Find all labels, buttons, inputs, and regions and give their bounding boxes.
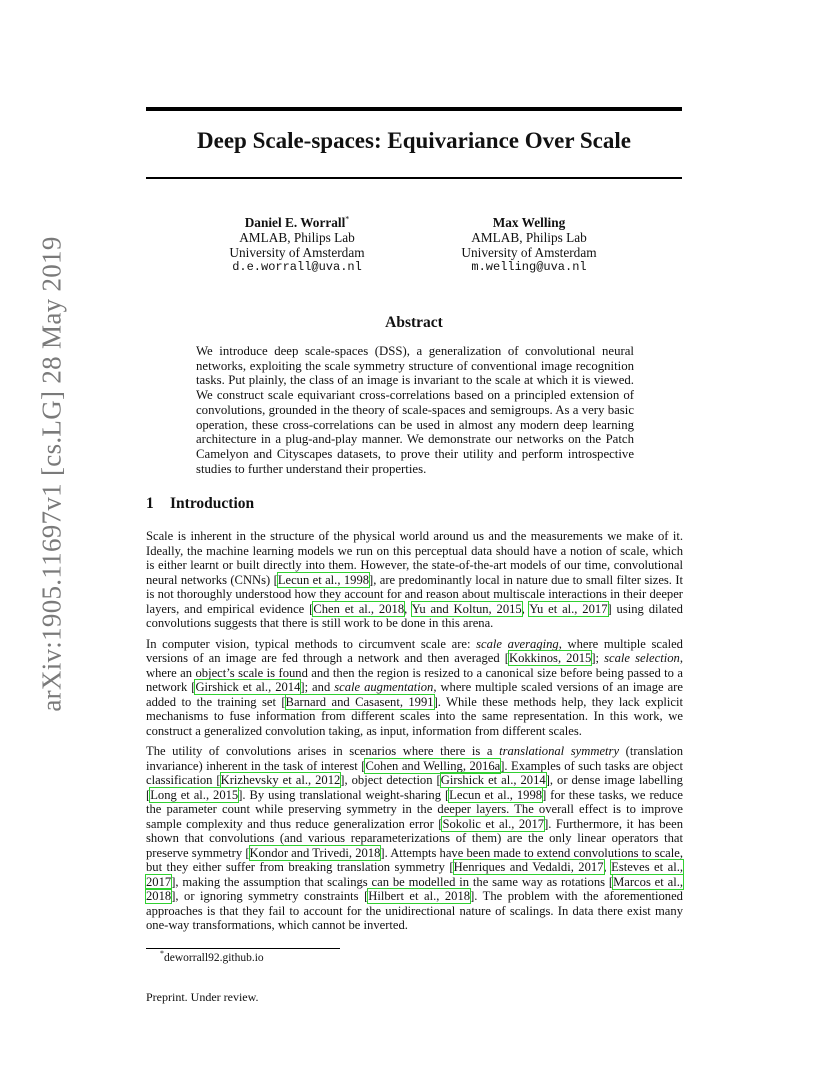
citation-link[interactable]: Lecun et al., 1998 (277, 572, 370, 587)
author-block (429, 215, 629, 275)
author-name: Daniel E. Worrall* (244, 214, 350, 230)
section-number: 1 (146, 495, 154, 512)
footnote-text[interactable]: deworrall92.github.io (164, 952, 264, 964)
abstract-heading: Abstract (385, 314, 443, 331)
citation-link[interactable]: Barnard and Casasent, 1991 (285, 694, 434, 709)
author-name: Max Welling (492, 215, 566, 230)
citation-link[interactable]: Girshick et al., 2014 (195, 680, 301, 694)
paragraph: Scale is inherent in the structure of the physical world around us and the measurements we make of it. Ideally, the machine learning models we run on this perceptual data should have a notion of scale, which is either learnt or built directly into them. However, the state-of-the-art models of our time, convolutional neural networks (CNNs) [Lecun et al., 1998], are predominantly local in nature due to small filter sizes. It is not thoroughly understood how they account for and reason about multiscale interactions in their deeper layers, and empirical evidence [Chen et al., 2018, Yu and Koltun, 2015, Yu et al., 2017] using dilated convolutions suggests that there is still work to be done in this arena. (146, 529, 684, 630)
footnote-marker: * (345, 214, 350, 224)
citation-link[interactable]: Hilbert et al., 2018 (368, 889, 471, 903)
body-text (146, 529, 683, 939)
citation-link[interactable]: Yu et al., 2017 (529, 601, 608, 616)
footnote-marker: * (160, 949, 164, 959)
citation-link[interactable]: Yu and Koltun, 2015 (411, 601, 522, 616)
citation-link[interactable]: Sokolic et al., 2017 (442, 816, 545, 831)
author-university: University of Amsterdam (229, 245, 365, 260)
footnote-rule (146, 948, 340, 949)
citation-link[interactable]: Esteves et al., 2017 (146, 860, 684, 889)
section-heading (146, 495, 254, 513)
paragraph: In computer vision, typical methods to circumvent scale are: scale averaging, where multiple scaled versions of an image are fed through a network and then averaged [Kokkinos, 2015]; scale selection, where an object’s scale is found and then the region is resized to a canonical size before being passed to a network [Girshick et al., 2014]; and scale augmentation, where multiple scaled versions of an image are added to the training set [Barnard and Casasent, 1991]. While these methods help, they lack explicit mechanisms to fuse information from different scales into the same representation. In this work, we construct a generalized convolution taking, as input, information from different scales. (146, 636, 683, 738)
citation-link[interactable]: Chen et al., 2018 (313, 601, 405, 616)
citation-link[interactable]: Marcos et al., 2018 (146, 874, 683, 903)
emphasis: scale selection (604, 651, 680, 665)
preprint-notice: Preprint. Under review. (146, 990, 259, 1004)
citation-link[interactable]: Henriques and Vedaldi, 2017 (453, 860, 604, 874)
title-bottom-rule (146, 177, 682, 179)
citation-link[interactable]: Krizhevsky et al., 2012 (220, 773, 341, 787)
author-block (197, 215, 397, 275)
emphasis: scale augmentation (334, 680, 434, 694)
author-affiliation: AMLAB, Philips Lab (239, 230, 355, 245)
citation-link[interactable]: Cohen and Welling, 2016a (365, 758, 501, 773)
author-email[interactable]: d.e.worrall@uva.nl (232, 260, 362, 274)
footnote (160, 949, 264, 964)
emphasis: scale averaging (476, 636, 559, 651)
paragraph: The utility of convolutions arises in scenarios where there is a translational symmetry (translation invariance) inherent in the task of interest [Cohen and Welling, 2016a]. Examples of such tasks are object classification [Krizhevsky et al., 2012], object detection [Girshick et al., 2014], or dense image labelling [Long et al., 2015]. By using translational weight-sharing [Lecun et al., 1998] for these tasks, we reduce the parameter count while preserving symmetry in the deeper layers. The overall effect is to improve sample complexity and thus reduce generalization error [Sokolic et al., 2017]. Furthermore, it has been shown that convolutions (and various reparameterizations of them) are the only linear operators that preserve symmetry [Kondor and Trivedi, 2018]. Attempts have been made to extend convolutions to scale, but they either suffer from breaking translation symmetry [Henriques and Vedaldi, 2017, Esteves et al., 2017], making the assumption that scalings can be modelled in the same way as rotations [Marcos et al., 2018], or ignoring symmetry constraints [Hilbert et al., 2018]. The problem with the aforementioned approaches is that they fail to account for the unidirectional nature of scalings. In data there exist many one-way transformations, which cannot be inverted. (146, 744, 684, 932)
author-university: University of Amsterdam (461, 245, 597, 260)
citation-link[interactable]: Girshick et al., 2014 (440, 773, 546, 787)
section-title: Introduction (170, 495, 255, 512)
emphasis: translational symmetry (499, 744, 620, 758)
citation-link[interactable]: Kokkinos, 2015 (508, 651, 592, 665)
title-top-rule (146, 107, 682, 111)
author-email[interactable]: m.welling@uva.nl (471, 260, 587, 274)
arxiv-stamp: arXiv:1905.11697v1 [cs.LG] 28 May 2019 (36, 236, 67, 712)
citation-link[interactable]: Lecun et al., 1998 (449, 787, 543, 802)
citation-link[interactable]: Long et al., 2015 (150, 787, 239, 802)
paper-title: Deep Scale-spaces: Equivariance Over Scale (197, 128, 631, 153)
author-affiliation: AMLAB, Philips Lab (471, 230, 587, 245)
abstract-text: We introduce deep scale-spaces (DSS), a generalization of convolutional neural networks, exploiting the scale symmetry structure of conventional image recognition tasks. Put plainly, the class of an image is invariant to the scale at which it is viewed. We construct scale equivariant cross-correlations based on a principled extension of convolutions, grounded in the theory of scale-spaces and semigroups. As a very basic operation, these cross-correlations can be used in almost any modern deep learning architecture in a plug-and-play manner. We demonstrate our networks on the Patch Camelyon and Cityscapes datasets, to prove their utility and perform introspective studies to further understand their properties. (196, 344, 634, 476)
citation-link[interactable]: Kondor and Trivedi, 2018 (249, 845, 381, 860)
